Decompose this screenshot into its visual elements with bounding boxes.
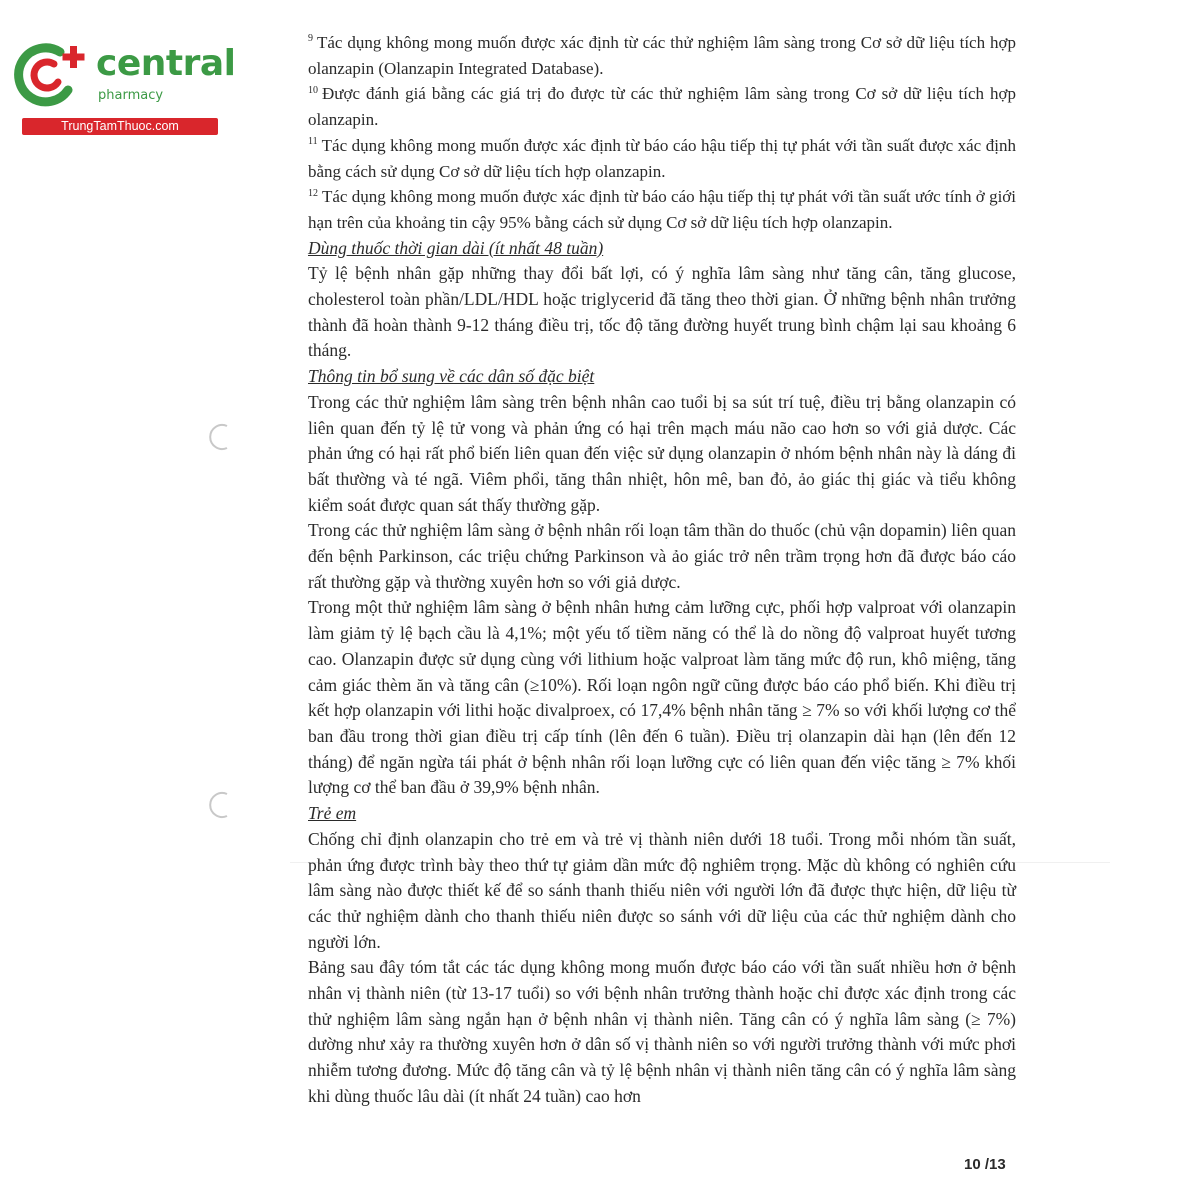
footnote-number: 11: [308, 136, 318, 148]
punch-hole-mark: [205, 790, 231, 820]
punch-hole-mark: [205, 422, 231, 452]
logo-brand-name: central: [96, 43, 236, 84]
paragraph-bipolar-mania: Trong một thử nghiệm lâm sàng ở bệnh nhân hưng cảm lưỡng cực, phối hợp valproat với olanzapin làm giảm tỷ lệ bạch cầu là 4,1%; một yếu tố tiềm năng có thể là do nồng độ valproat huyết tương cao. Olanzapin được sử dụng cùng với lithium hoặc valproat làm tăng mức độ run, khô miệng, tăng cảm giác thèm ăn và tăng cân (≥10%). Rối loạn ngôn ngữ cũng được báo cáo phổ biến. Khi điều trị kết hợp olanzapin với lithi hoặc divalproex, có 17,4% bệnh nhân tăng ≥ 7% so với khối lượng cơ thể ban đầu trong thời gian điều trị cấp tính (lên đến 6 tuần). Điều trị olanzapin dài hạn (lên đến 12 tháng) để ngăn ngừa tái phát ở bệnh nhân rối loạn lưỡng cực có liên quan đến việc tăng ≥ 7% khối lượng cơ thể ban đầu ở 39,9% bệnh nhân.: [308, 597, 1016, 798]
footnote-12: [308, 184, 1016, 235]
paragraph-children-contraindication: Chống chỉ định olanzapin cho trẻ em và trẻ vị thành niên dưới 18 tuổi. Trong mỗi nhóm tần suất, phản ứng được trình bày theo thứ tự giảm dần mức độ nghiêm trọng. Mặc dù không có nghiên cứu lâm sàng nào được thiết kế để so sánh thanh thiếu niên với người lớn đã được thực hiện, dữ liệu từ các thử nghiệm dành cho thanh thiếu niên được so sánh với dữ liệu của các thử nghiệm dành cho người lớn.: [308, 828, 1016, 952]
central-pharmacy-logo[interactable]: [10, 38, 236, 138]
paragraph-parkinson: Trong các thử nghiệm lâm sàng ở bệnh nhân rối loạn tâm thần do thuốc (chủ vận dopamin) liên quan đến bệnh Parkinson, các triệu chứng Parkinson và ảo giác trở nên trầm trọng hơn đã được báo cáo rất thường gặp và thường xuyên hơn so với giả dược.: [308, 520, 1016, 592]
footnote-text: Tác dụng không mong muốn được xác định từ các thử nghiệm lâm sàng trong Cơ sở dữ liệu tích hợp olanzapin (Olanzapin Integrated Database).: [308, 33, 1016, 78]
page-number: 10 /13: [964, 1156, 1006, 1173]
footnote-10: [308, 81, 1016, 132]
document-page: [308, 30, 1016, 1110]
footnote-text: Tác dụng không mong muốn được xác định từ báo cáo hậu tiếp thị tự phát với tần suất được xác định bằng cách sử dụng Cơ sở dữ liệu tích hợp olanzapin.: [308, 135, 1016, 181]
paragraph-elderly-dementia: Trong các thử nghiệm lâm sàng trên bệnh nhân cao tuổi bị sa sút trí tuệ, điều trị bằng olanzapin có liên quan đến tỷ lệ tử vong và phản ứng có hại trên mạch máu não cao hơn so với giả dược. Các phản ứng có hại rất phổ biến liên quan đến việc sử dụng olanzapin ở nhóm bệnh nhân này là dáng đi bất thường và té ngã. Viêm phổi, tăng thân nhiệt, hôn mê, ban đỏ, ảo giác thị giác và tiểu không kiểm soát được quan sát thấy thường gặp.: [308, 391, 1016, 515]
pharmacy-cross-logo-icon: [10, 38, 94, 108]
paragraph-adolescent-summary: Bảng sau đây tóm tắt các tác dụng không mong muốn được báo cáo với tần suất nhiều hơn ở bệnh nhân vị thành niên (từ 13-17 tuổi) so với bệnh nhân trưởng thành hoặc chỉ được xác định trong các thử nghiệm lâm sàng ngắn hạn ở bệnh nhân vị thành niên. Tăng cân có ý nghĩa lâm sàng (≥ 7%) dường như xảy ra thường xuyên hơn ở dân số vị thành niên so với người trưởng thành với mức phơi nhiễm tương đương. Mức độ tăng cân và tỷ lệ bệnh nhân vị thành niên tăng cân có ý nghĩa lâm sàng khi dùng thuốc lâu dài (ít nhất 24 tuần) cao hơn: [308, 957, 1016, 1106]
section-heading-text: Dùng thuốc thời gian dài (ít nhất 48 tuần): [308, 237, 604, 258]
logo-subtitle: pharmacy: [98, 88, 164, 103]
section-heading-children: [308, 801, 1016, 827]
logo-website-url[interactable]: TrungTamThuoc.com: [22, 118, 218, 135]
footnote-text: Tác dụng không mong muốn được xác định từ báo cáo hậu tiếp thị tự phát với tần suất ước tính ở giới hạn trên của khoảng tin cậy 95% bằng cách sử dụng Cơ sở dữ liệu tích hợp olanzapin.: [308, 187, 1016, 232]
paragraph-long-term: Tỷ lệ bệnh nhân gặp những thay đổi bất lợi, có ý nghĩa lâm sàng như tăng cân, tăng glucose, cholesterol toàn phần/LDL/HDL hoặc triglycerid đã tăng theo thời gian. Ở những bệnh nhân trưởng thành đã hoàn thành 9-12 tháng điều trị, tốc độ tăng đường huyết trung bình chậm lại sau khoảng 6 tháng.: [308, 263, 1016, 361]
footnote-9: [308, 30, 1016, 81]
footnote-number: 9: [308, 33, 313, 45]
footnote-text: Được đánh giá bằng các giá trị đo được từ các thử nghiệm lâm sàng trong Cơ sở dữ liệu tích hợp olanzapin.: [308, 84, 1016, 130]
footnote-number: 10: [308, 84, 318, 96]
section-heading-text: Trẻ em: [308, 803, 357, 824]
section-heading-long-term: [308, 236, 1016, 262]
footnote-number: 12: [308, 187, 318, 199]
section-heading-special-populations: [308, 364, 1016, 390]
section-heading-text: Thông tin bổ sung về các dân số đặc biệt: [308, 366, 595, 387]
footnote-11: [308, 133, 1016, 184]
